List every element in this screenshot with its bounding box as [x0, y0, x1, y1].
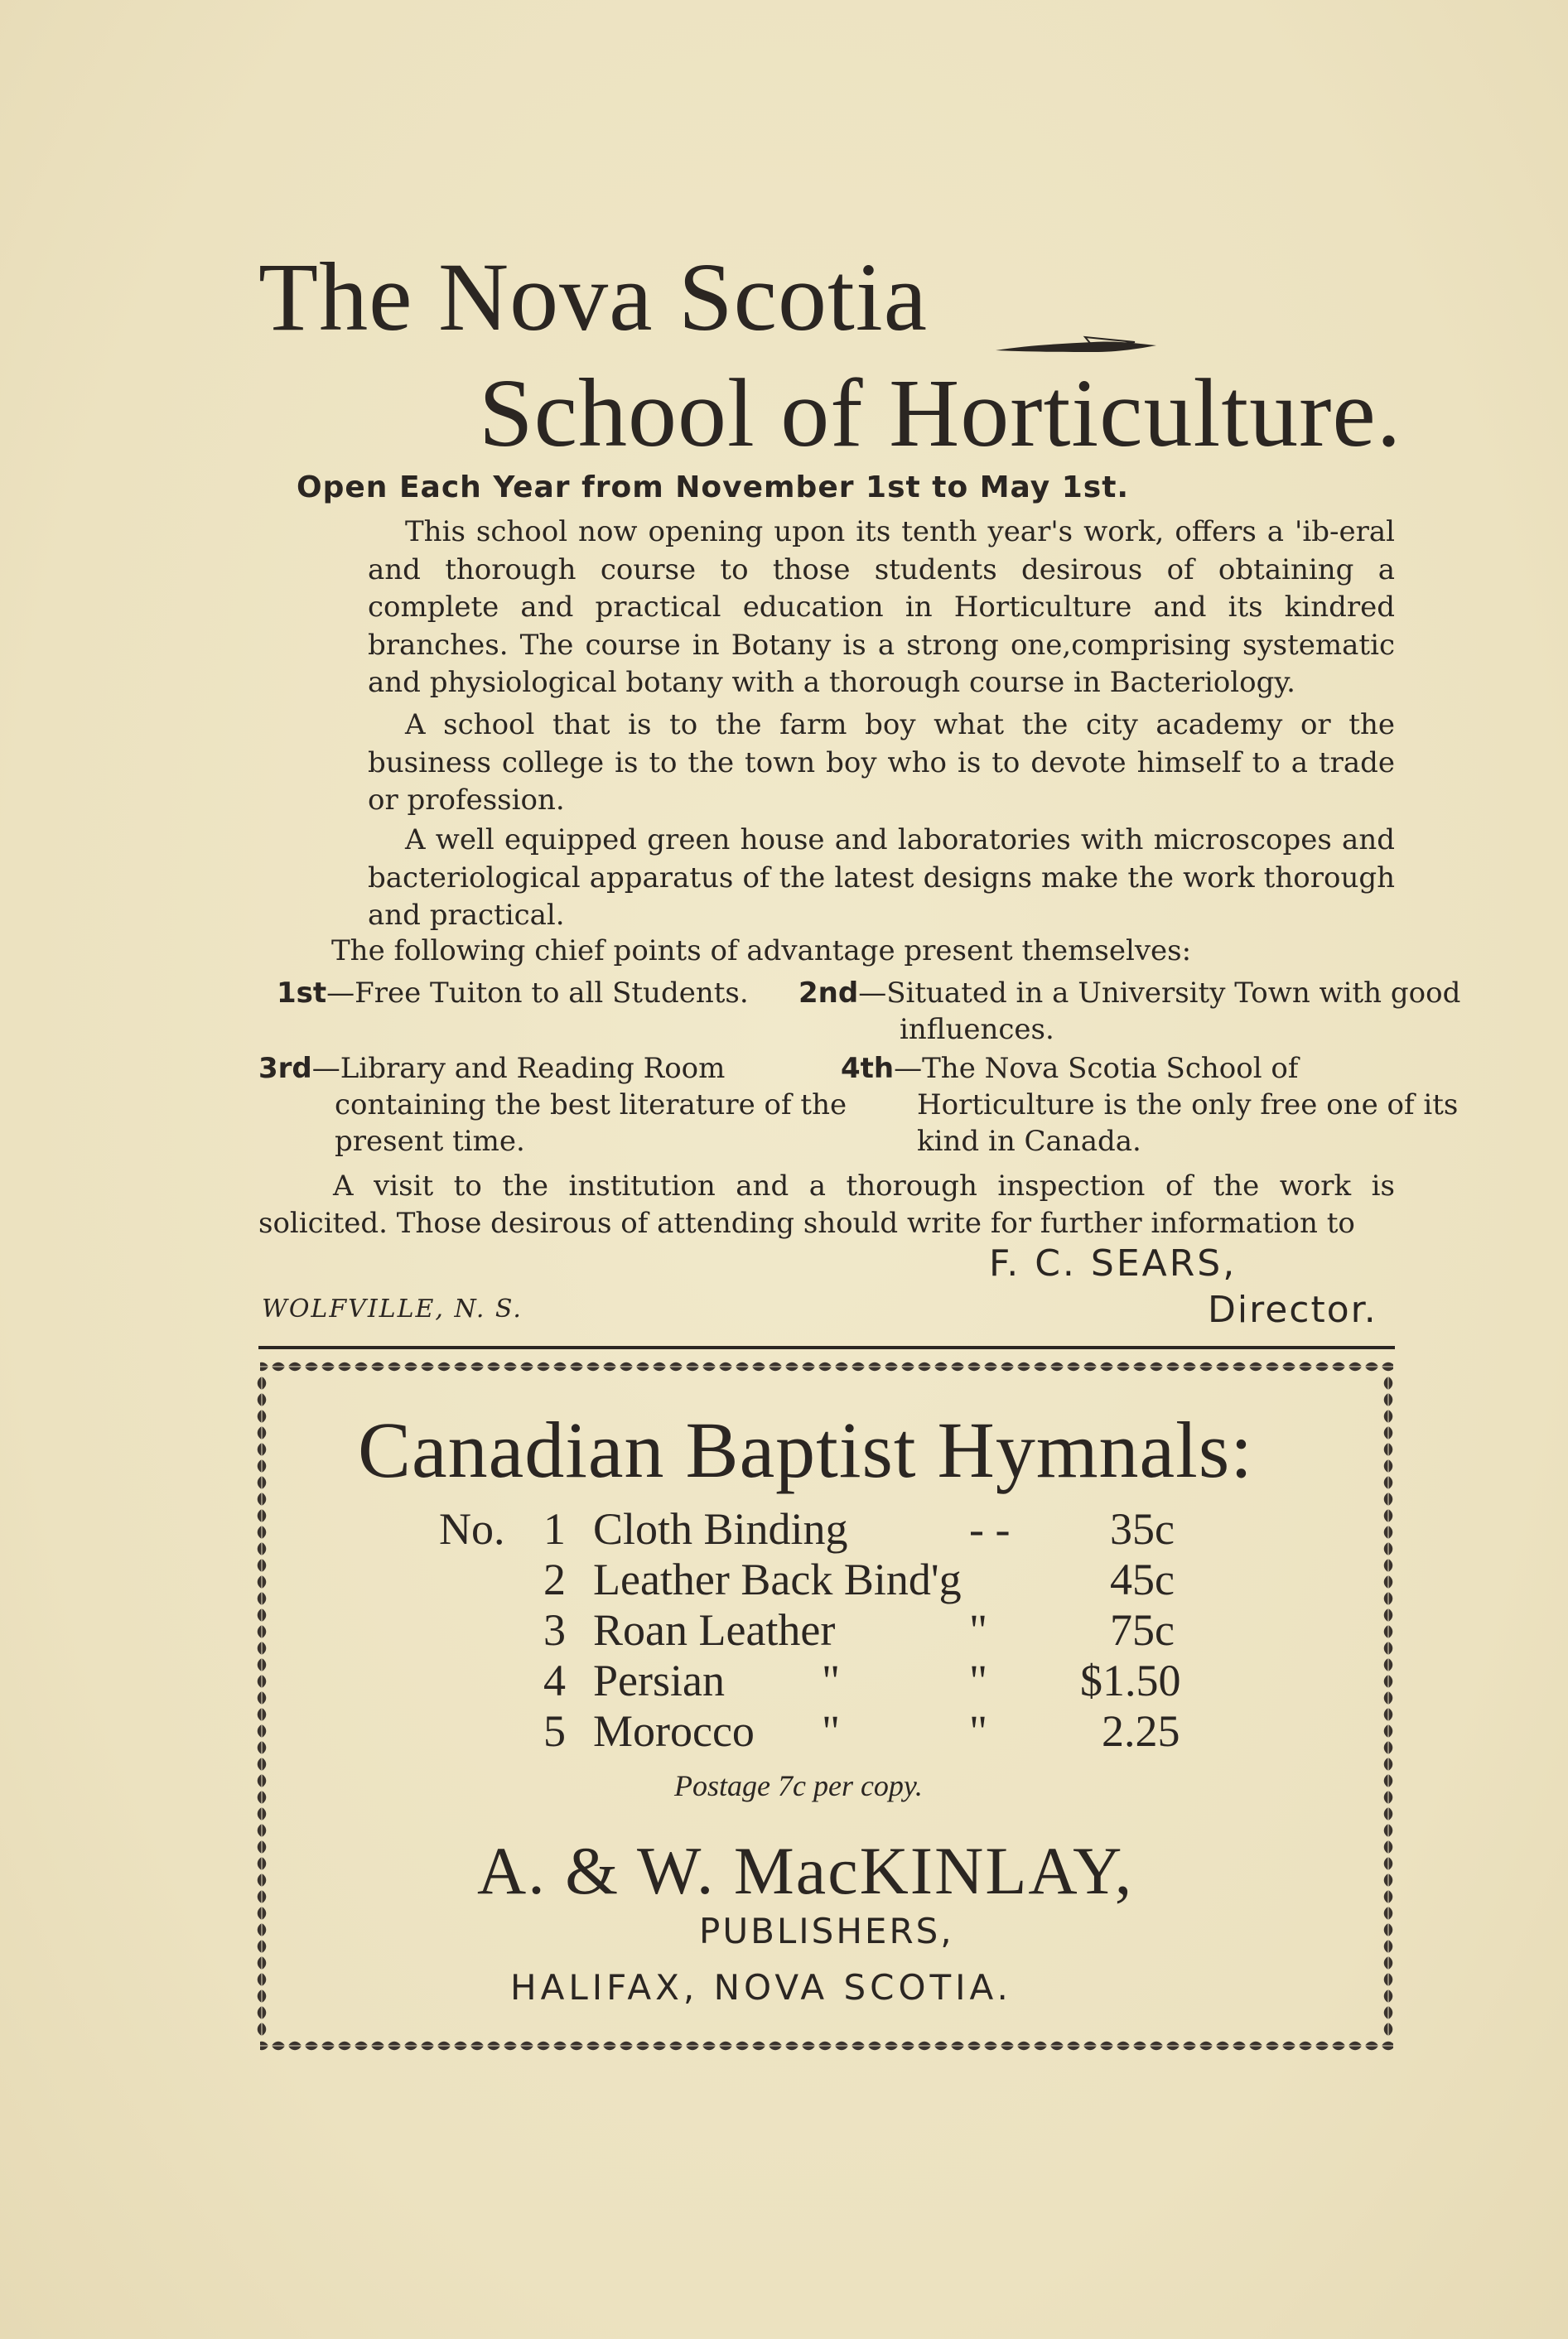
price-row-ditto: " — [969, 1656, 988, 1705]
school-paragraph-1: This school now opening upon its tenth year's work, offers a 'ib-eral and thorough course to those students desirous of obtaining a complete and practical education in Horticulture and its kindred branches. The course in Botany is a strong one,comprising systematic and physiological botany with a thorough course in Bacteriology. — [368, 515, 1395, 699]
hymnals-title: Canadian Baptist Hymnals: — [358, 1406, 1253, 1494]
price-row-binding: Persian — [593, 1656, 725, 1705]
point-2-text: —Situated in a University Town with good influences. — [858, 977, 1461, 1046]
point-2-num: 2nd — [798, 977, 859, 1010]
price-row-ditto: " — [822, 1656, 841, 1705]
point-2 — [798, 975, 1496, 1048]
signer-title: Director. — [1208, 1289, 1377, 1331]
price-row-number: 5 — [543, 1706, 566, 1756]
price-row-ditto: " — [969, 1605, 988, 1655]
point-4-text: —The Nova Scotia School of Horticulture is the only free one of its kind in Canada. — [894, 1052, 1459, 1158]
section-divider — [258, 1346, 1395, 1349]
point-1-text: —Free Tuiton to all Students. — [326, 977, 749, 1010]
price-row-number: 2 — [543, 1555, 566, 1604]
price-row-price: $1.50 — [1080, 1656, 1181, 1705]
signer-name: F. C. SEARS, — [989, 1242, 1238, 1285]
price-row-number: 3 — [543, 1605, 566, 1655]
school-subtitle: Open Each Year from November 1st to May 1st. — [297, 470, 1130, 504]
price-row-number: 4 — [543, 1656, 566, 1705]
price-row-number: 1 — [543, 1504, 566, 1554]
school-title-line1: The Nova Scotia — [258, 243, 928, 351]
postage-note: Postage 7c per copy. — [674, 1769, 923, 1802]
price-row-binding: Leather Back Bind'g — [593, 1555, 962, 1604]
point-4-num: 4th — [841, 1052, 895, 1085]
school-title-line2: School of Horticulture. — [479, 359, 1402, 467]
publisher-location: HALIFAX, NOVA SCOTIA. — [510, 1967, 1012, 2008]
title-flourish-ornament — [994, 327, 1160, 360]
price-row-binding: Cloth Binding — [593, 1504, 848, 1554]
price-row-ditto: " — [822, 1706, 841, 1756]
point-3-text: —Library and Reading Room containing the best literature of the present time. — [311, 1052, 847, 1158]
point-4 — [841, 1050, 1472, 1160]
price-row-dashes: - - — [969, 1504, 1011, 1554]
points-intro: The following chief points of advantage present themselves: — [331, 934, 1192, 967]
price-row-prefix: No. — [439, 1504, 505, 1554]
price-row-binding: Roan Leather — [593, 1605, 836, 1655]
point-1-num: 1st — [277, 977, 327, 1010]
school-paragraph-2: A school that is to the farm boy what the city academy or the business college is to the town boy who is to devote himself to a trade or profession. — [368, 708, 1395, 817]
price-row-price: 35c — [1110, 1504, 1175, 1554]
price-row-price: 45c — [1110, 1555, 1175, 1604]
school-paragraph-3: A well equipped green house and laboratories with microscopes and bacteriological apparatus of the latest designs make the work thorough and practical. — [368, 823, 1395, 932]
price-row-binding: Morocco — [593, 1706, 755, 1756]
point-3-num: 3rd — [258, 1052, 312, 1085]
point-1 — [277, 975, 798, 1011]
publishers-label: PUBLISHERS, — [699, 1911, 954, 1951]
place-name: WOLFVILLE, N. S. — [262, 1295, 523, 1324]
price-row-price: 2.25 — [1102, 1706, 1180, 1756]
point-3 — [258, 1050, 873, 1160]
publisher-name: A. & W. MacKINLAY, — [477, 1833, 1134, 1908]
visit-paragraph: A visit to the institution and a thorough inspection of the work is solicited. Those desirous of attending should write for further information to — [258, 1170, 1395, 1240]
price-row-ditto: " — [969, 1706, 988, 1756]
price-row-price: 75c — [1110, 1605, 1175, 1655]
